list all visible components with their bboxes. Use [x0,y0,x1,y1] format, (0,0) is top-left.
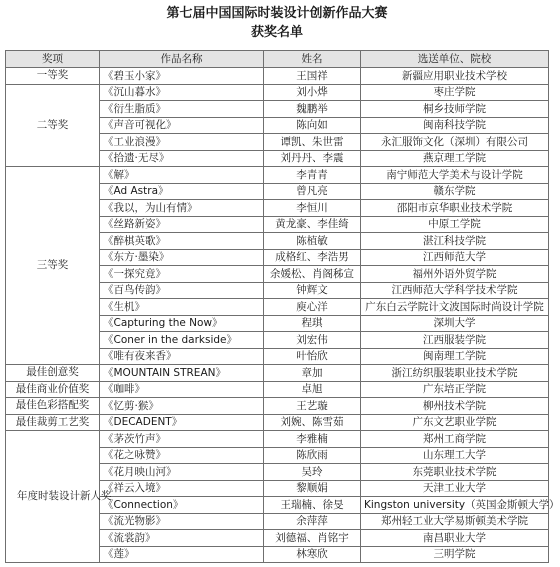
winner-name: 曾凡亮 [264,183,361,200]
table-row [6,84,549,101]
table-row [6,398,549,415]
institution: 闽南理工学院 [361,348,549,365]
winner-name: 陈植敏 [264,233,361,250]
award-table [5,50,560,563]
institution: 郑州轻工业大学易斯顿美术学院 [361,513,549,530]
work-title: 《工业浪漫》 [100,134,264,151]
work-title: 《Connection》 [100,497,264,514]
winner-name: 魏鹏举 [264,101,361,118]
institution: 南宁师范大学美术与设计学院 [361,167,549,184]
winner-name: 章加 [264,365,361,382]
work-title: 《解》 [100,167,264,184]
work-title: 《忆剪·猴》 [100,398,264,415]
winner-name: 李雅楠 [264,431,361,448]
winner-name: 成格红、李浩男 [264,249,361,266]
header-work: 作品名称 [100,51,264,68]
institution: 燕京理工学院 [361,150,549,167]
winner-name: 陈欣雨 [264,447,361,464]
institution: 永汇服饰文化（深圳）有限公司 [361,134,549,151]
institution: 南昌职业大学 [361,530,549,547]
institution: 福州外语外贸学院 [361,266,549,283]
award-category: 最佳裁剪工艺奖 [6,414,100,431]
institution: 三明学院 [361,546,549,563]
award-category: 三等奖 [6,167,100,365]
winner-name: 钟辉文 [264,282,361,299]
winner-name: 陈向如 [264,117,361,134]
work-title: 《碧玉小家》 [100,68,264,85]
document-title: 第七届中国国际时装设计创新作品大赛 [166,6,388,21]
winner-name: 黎顺娟 [264,480,361,497]
institution: 江西师范大学 [361,249,549,266]
award-category: 最佳商业价值奖 [6,381,100,398]
work-title: 《声音可视化》 [100,117,264,134]
institution: 深圳大学 [361,315,549,332]
document-subtitle: 获奖名单 [250,25,303,40]
work-title: 《Coner in the darkside》 [100,332,264,349]
winner-name: 刘婉、陈雪茹 [264,414,361,431]
winner-name: 程琪 [264,315,361,332]
header-award: 奖项 [6,51,100,68]
institution: 柳州技术学院 [361,398,549,415]
work-title: 《流裳韵》 [100,530,264,547]
table-header-row [6,51,549,68]
institution: 湛江科技学院 [361,233,549,250]
work-title: 《茅茨竹声》 [100,431,264,448]
work-title: 《醉棋英歌》 [100,233,264,250]
work-title: 《生机》 [100,299,264,316]
institution: 广东文艺职业学院 [361,414,549,431]
work-title: 《Ad Astra》 [100,183,264,200]
work-title: 《流光物影》 [100,513,264,530]
institution: 郑州工商学院 [361,431,549,448]
work-title: 《东方·墨染》 [100,249,264,266]
award-category: 二等奖 [6,84,100,167]
winner-name: 刘丹丹、李震 [264,150,361,167]
winner-name: 余媛松、肖阁秭宣 [264,266,361,283]
institution: 东莞职业技术学院 [361,464,549,481]
winner-name: 王国祥 [264,68,361,85]
table-row [6,365,549,382]
work-title: 《MOUNTAIN STREAN》 [100,365,264,382]
institution: 江西师范大学科学技术学院 [361,282,549,299]
work-title: 《衍生脂质》 [100,101,264,118]
winner-name: 余萍萍 [264,513,361,530]
winner-name: 卓旭 [264,381,361,398]
institution: 邵阳市京华职业技术学院 [361,200,549,217]
winner-name: 刘小烨 [264,84,361,101]
institution: 山东理工大学 [361,447,549,464]
award-category: 最佳色彩搭配奖 [6,398,100,415]
institution: 浙江纺织服装职业技术学院 [361,365,549,382]
institution: 闽南科技学院 [361,117,549,134]
winner-name: 庾心洋 [264,299,361,316]
work-title: 《沉山暮水》 [100,84,264,101]
winner-name: 王艺璇 [264,398,361,415]
award-category: 最佳创意奖 [6,365,100,382]
work-title: 《花月映山河》 [100,464,264,481]
institution: 天津工业大学 [361,480,549,497]
winner-name: 李青青 [264,167,361,184]
institution: 赣东学院 [361,183,549,200]
work-title: 《花之咏赞》 [100,447,264,464]
table-row [6,381,549,398]
award-category: 年度时装设计新人奖 [6,431,100,563]
work-title: 《一探究竟》 [100,266,264,283]
table-row [6,431,549,448]
winner-name: 黄龙豪、李佳绮 [264,216,361,233]
work-title: 《丝路新姿》 [100,216,264,233]
institution: 新疆应用职业技术学校 [361,68,549,85]
work-title: 《DECADENT》 [100,414,264,431]
table-row [6,68,549,85]
institution: 桐乡技师学院 [361,101,549,118]
work-title: 《Capturing the Now》 [100,315,264,332]
institution: Kingston university（英国金斯顿大学） [361,497,549,514]
winner-name: 林寒欣 [264,546,361,563]
work-title: 《拾遗·无尽》 [100,150,264,167]
winner-name: 吴玲 [264,464,361,481]
winner-name: 李恒川 [264,200,361,217]
winner-name: 王瑞楠、徐旻 [264,497,361,514]
winner-name: 刘宏伟 [264,332,361,349]
institution: 江西服装学院 [361,332,549,349]
institution: 广东白云学院计文波国际时尚设计学院 [361,299,549,316]
work-title: 《唯有夜来香》 [100,348,264,365]
work-title: 《咖啡》 [100,381,264,398]
institution: 枣庄学院 [361,84,549,101]
winner-name: 叶怡欣 [264,348,361,365]
work-title: 《莲》 [100,546,264,563]
winner-name: 谭凯、朱世雷 [264,134,361,151]
institution: 广东培正学院 [361,381,549,398]
table-row [6,167,549,184]
winner-name: 刘德福、肖铭宇 [264,530,361,547]
work-title: 《百鸟传韵》 [100,282,264,299]
header-name: 姓名 [264,51,361,68]
work-title: 《祥云入境》 [100,480,264,497]
award-table-body [6,68,560,563]
header-unit: 选送单位、院校 [361,51,549,68]
table-row [6,414,549,431]
work-title: 《我以，为山有情》 [100,200,264,217]
award-category: 一等奖 [6,68,100,85]
institution: 中原工学院 [361,216,549,233]
